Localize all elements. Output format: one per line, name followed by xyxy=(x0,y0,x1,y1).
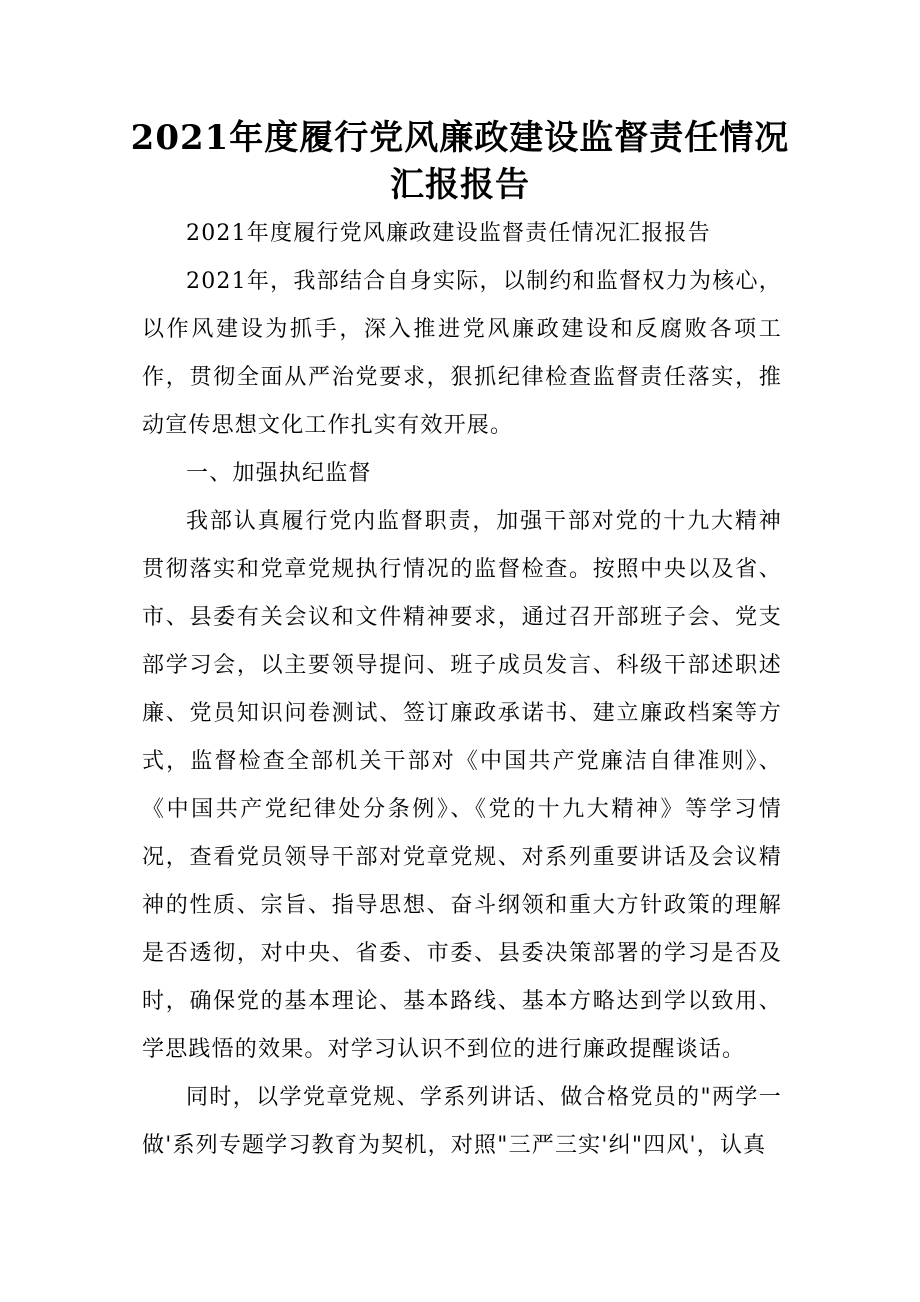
document-title-line-2: 汇报报告 xyxy=(390,165,530,205)
document-title-line-1: 2021年度履行党风廉政建设监督责任情况 xyxy=(130,118,790,158)
document-body xyxy=(142,210,782,1170)
intro-paragraph: 2021年，我部结合自身实际，以制约和监督权力为核心，以作风建设为抓手，深入推进党风廉政建设和反腐败各项工作，贯彻全面从严治党要求，狠抓纪律检查监督责任落实，推动宣传思想文化工作扎实有效开展。 xyxy=(142,269,782,438)
body-paragraph: 同时，以学党章党规、学系列讲话、做合格党员的"两学一做'系列专题学习教育为契机，对照"三严三实'纠"四风'，认真 xyxy=(142,1085,782,1158)
subtitle-paragraph: 2021年度履行党风廉政建设监督责任情况汇报报告 xyxy=(186,221,711,246)
section-heading: 一、加强执纪监督 xyxy=(186,461,372,486)
body-paragraph: 我部认真履行党内监督职责，加强干部对党的十九大精神贯彻落实和党章党规执行情况的监督检查。按照中央以及省、市、县委有关会议和文件精神要求，通过召开部班子会、党支部学习会，以主要领导提问、班子成员发言、科级干部述职述廉、党员知识问卷测试、签订廉政承诺书、建立廉政档案等方式，监督检查全部机关干部对《中国共产党廉洁自律准则》、《中国共产党纪律处分条例》、《党的十九大精神》等学习情况，查看党员领导干部对党章党规、对系列重要讲话及会议精神的性质、宗旨、指导思想、奋斗纲领和重大方针政策的理解是否透彻，对中央、省委、市委、县委决策部署的学习是否及时，确保党的基本理论、基本路线、基本方略达到学以致用、学思践悟的效果。对学习认识不到位的进行廉政提醒谈话。 xyxy=(142,509,782,1062)
